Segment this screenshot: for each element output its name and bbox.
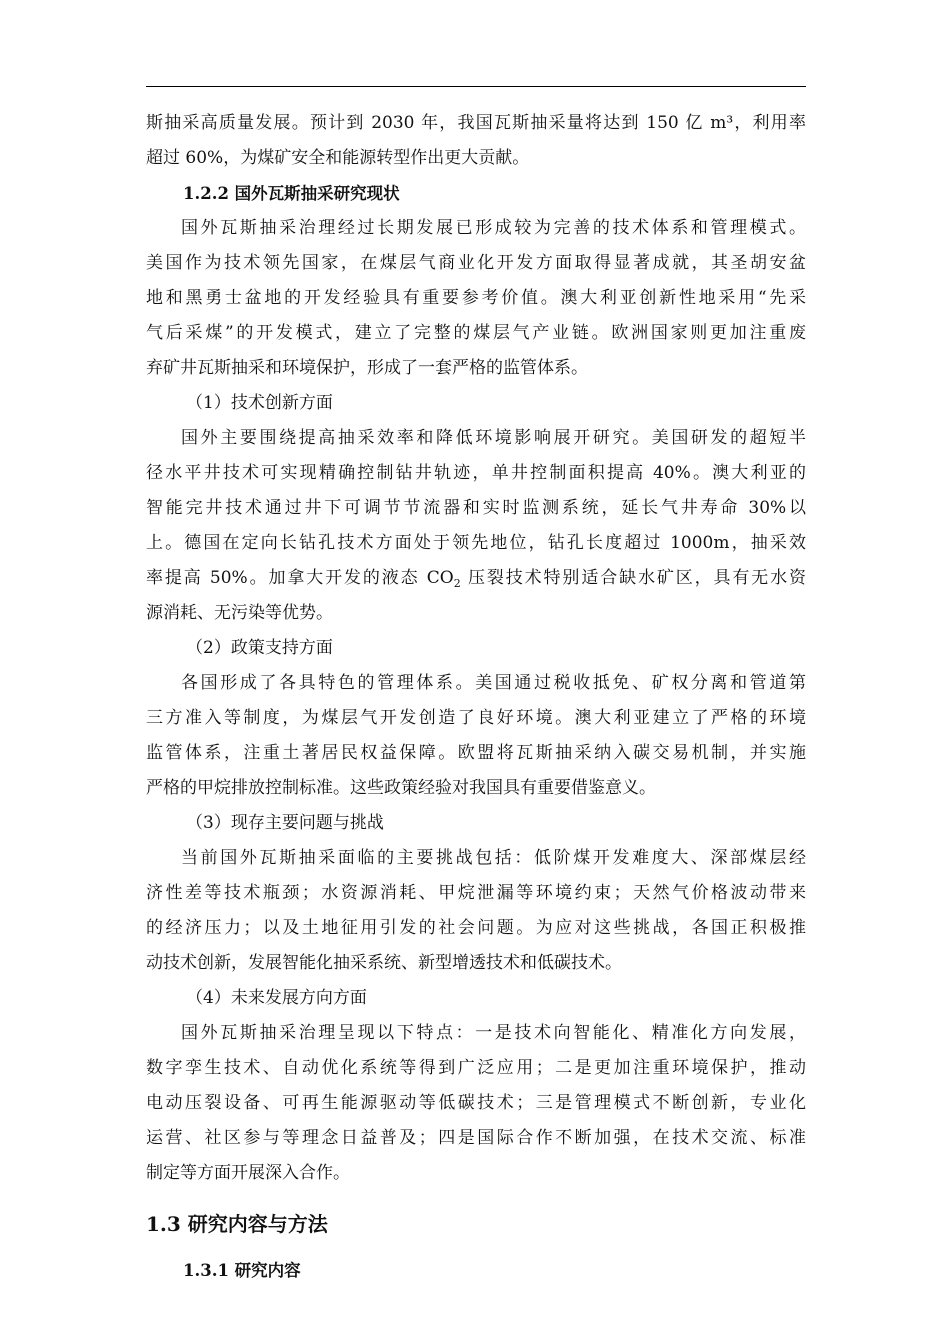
- paragraph-line: 地和黑勇士盆地的开发经验具有重要参考价值。澳大利亚创新性地采用“先采: [146, 288, 806, 308]
- section-heading-1-3-1: 1.3.1 研究内容: [183, 1261, 301, 1280]
- paragraph-line: 国外瓦斯抽采治理呈现以下特点：一是技术向智能化、精准化方向发展，: [181, 1023, 806, 1043]
- subheading-policy: （2）政策支持方面: [186, 638, 333, 658]
- co2-text-pre: 率提高 50%。加拿大开发的液态 CO: [146, 568, 454, 588]
- paragraph-line: 弃矿井瓦斯抽采和环境保护，形成了一套严格的监管体系。: [146, 358, 588, 378]
- paragraph-line: 美国作为技术领先国家，在煤层气商业化开发方面取得显著成就，其圣胡安盆: [146, 253, 806, 273]
- paragraph-line: 径水平井技术可实现精确控制钻井轨迹，单井控制面积提高 40%。澳大利亚的: [146, 463, 806, 483]
- paragraph-line: 当前国外瓦斯抽采面临的主要挑战包括：低阶煤开发难度大、深部煤层经: [181, 848, 806, 868]
- section-heading-1-2-2: 1.2.2 国外瓦斯抽采研究现状: [183, 184, 400, 203]
- co2-text-post: 压裂技术特别适合缺水矿区，具有无水资: [460, 568, 806, 588]
- paragraph-line: 运营、社区参与等理念日益普及；四是国际合作不断加强，在技术交流、标准: [146, 1128, 806, 1148]
- co2-subscript: 2: [453, 577, 461, 590]
- subheading-challenges: （3）现存主要问题与挑战: [186, 813, 384, 833]
- paragraph-line: 斯抽采高质量发展。预计到 2030 年，我国瓦斯抽采量将达到 150 亿 m³，利用率: [146, 113, 806, 133]
- paragraph-line: 电动压裂设备、可再生能源驱动等低碳技术；三是管理模式不断创新，专业化: [146, 1093, 806, 1113]
- paragraph-line: 国外瓦斯抽采治理经过长期发展已形成较为完善的技术体系和管理模式。: [181, 218, 806, 238]
- paragraph-line: 各国形成了各具特色的管理体系。美国通过税收抵免、矿权分离和管道第: [181, 673, 806, 693]
- subheading-technology: （1）技术创新方面: [186, 393, 333, 413]
- paragraph-line: 制定等方面开展深入合作。: [146, 1163, 350, 1183]
- paragraph-line: 智能完井技术通过井下可调节节流器和实时监测系统，延长气井寿命 30%以: [146, 498, 806, 518]
- paragraph-line: 监管体系，注重土著居民权益保障。欧盟将瓦斯抽采纳入碳交易机制，并实施: [146, 743, 806, 763]
- section-heading-1-3: 1.3 研究内容与方法: [146, 1212, 328, 1236]
- paragraph-line: 三方准入等制度，为煤层气开发创造了良好环境。澳大利亚建立了严格的环境: [146, 708, 806, 728]
- paragraph-line: 数字孪生技术、自动优化系统等得到广泛应用；二是更加注重环境保护，推动: [146, 1058, 806, 1078]
- paragraph-line: 国外主要围绕提高抽采效率和降低环境影响展开研究。美国研发的超短半: [181, 428, 806, 448]
- paragraph-line: 济性差等技术瓶颈；水资源消耗、甲烷泄漏等环境约束；天然气价格波动带来: [146, 883, 806, 903]
- paragraph-line: 动技术创新，发展智能化抽采系统、新型增透技术和低碳技术。: [146, 953, 622, 973]
- subheading-future: （4）未来发展方向方面: [186, 988, 367, 1008]
- paragraph-line: 超过 60%，为煤矿安全和能源转型作出更大贡献。: [146, 148, 530, 168]
- paragraph-line: 源消耗、无污染等优势。: [146, 603, 333, 623]
- paragraph-line: 严格的甲烷排放控制标准。这些政策经验对我国具有重要借鉴意义。: [146, 778, 656, 798]
- header-rule: [146, 86, 806, 87]
- paragraph-line: 的经济压力；以及土地征用引发的社会问题。为应对这些挑战，各国正积极推: [146, 918, 806, 938]
- paragraph-line: [146, 561, 806, 596]
- document-body: [146, 106, 806, 1288]
- paragraph-line: 气后采煤”的开发模式，建立了完整的煤层气产业链。欧洲国家则更加注重废: [146, 323, 806, 343]
- paragraph-line: 上。德国在定向长钻孔技术方面处于领先地位，钻孔长度超过 1000m，抽采效: [146, 533, 806, 553]
